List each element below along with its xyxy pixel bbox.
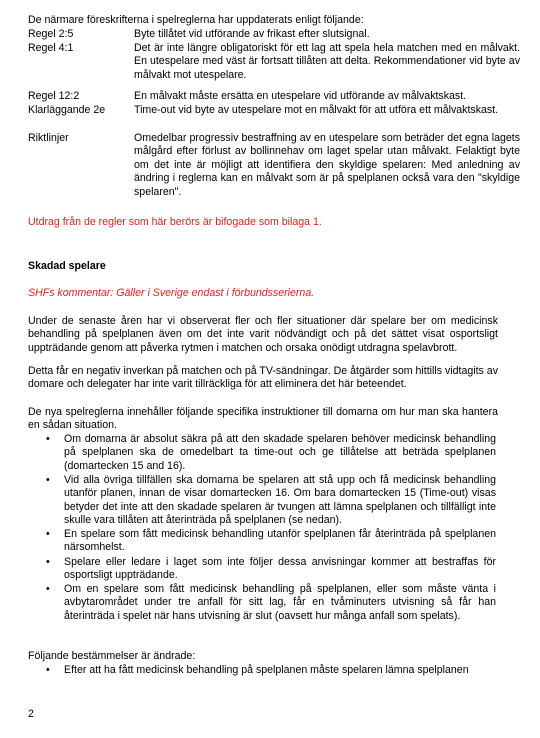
paragraph-impact: Detta får en negativ inverkan på matchen och på TV-sändningar. De åtgärder som hittills vidtagits av domare och delegater har inte varit tillräckliga för att eliminera det här beteendet. — [28, 365, 498, 391]
list-item-text: Spelare eller ledare i laget som inte följer dessa anvisningar kommer att bestraffas för osportsligt uppträdande. — [64, 556, 496, 582]
bullet-mark: • — [46, 664, 50, 676]
list-item-text: Om domarna är absolut säkra på att den skadade spelaren behöver medicinsk behandling på spelplanen ska de omedelbart ta time-out och ge tillåtelse att beträda spelplanen (domartecken 15 and 16). — [64, 433, 496, 472]
section-title: Skadad spelare — [28, 260, 106, 272]
rule-text: Byte tillåtet vid utförande av frikast efter slutsignal. — [134, 28, 370, 40]
rule-text: Omedelbar progressiv bestraffning av en utespelare som beträder det egna lagets målgård efter förlust av bollinnehav om laget spelar utan målvakt. Felaktigt byte om det inte är möjligt att identifiera den skyldige spelaren: Med anledning av ändring i reglerna kan en målvakt som är på spelplanen också vara den "skyldige spelaren". — [134, 132, 520, 198]
rule-label: Regel 2:5 — [28, 28, 74, 40]
rule-label: Riktlinjer — [28, 132, 69, 144]
rule-label: Regel 12:2 — [28, 90, 80, 102]
rule-label: Regel 4:1 — [28, 42, 74, 54]
paragraph-observations: Under de senaste åren har vi observerat fler och fler situationer där spelare ber om medicinsk behandling på spelplanen även om det inte varit nödvändigt och på det sättet visat osportsligt uppträdande genom att påverka rytmen i matchen och orsaka onödigt utdragna spelavbrott. — [28, 315, 498, 354]
changes-intro: Följande bestämmelser är ändrade: — [28, 650, 196, 662]
bullet-mark: • — [46, 556, 50, 568]
list-item-text: Om en spelare som fått medicinsk behandling på spelplanen, eller som måste vänta i avbytarområdet under tre anfall för sitt lag, får en tvåminuters utvisning så får han återinträda i spelet när hans utvisning är slut (oavsett hur många anfall som spelats). — [64, 583, 496, 622]
list-item-text: Efter att ha fått medicinsk behandling på spelplanen måste spelaren lämna spelplanen — [64, 664, 469, 676]
paragraph-instructions: De nya spelreglerna innehåller följande specifika instruktioner till domarna om hur man ska hantera en sådan situation. — [28, 406, 498, 432]
bullet-mark: • — [46, 528, 50, 540]
bullet-mark: • — [46, 583, 50, 595]
intro-text: De närmare föreskrifterna i spelreglerna har uppdaterats enligt följande: — [28, 14, 364, 26]
bullet-mark: • — [46, 474, 50, 486]
shf-comment: SHFs kommentar: Gäller i Sverige endast i förbundsserierna. — [28, 287, 315, 299]
bullet-mark: • — [46, 433, 50, 445]
rule-label: Klarläggande 2e — [28, 104, 106, 116]
list-item-text: En spelare som fått medicinsk behandling utanför spelplanen får återinträda på spelplanen närsomhelst. — [64, 528, 496, 554]
appendix-note: Utdrag från de regler som här berörs är bifogade som bilaga 1. — [28, 216, 322, 228]
rule-text: En målvakt måste ersätta en utespelare vid utförande av målvaktskast. — [134, 90, 467, 102]
rule-text: Det är inte längre obligatoriskt för ett lag att spela hela matchen med en målvakt. En utespelare med väst är fortsatt tillåten att delta. Rekommendationer vid byte av målvakt mot utespelare. — [134, 42, 520, 81]
page-number: 2 — [28, 708, 34, 720]
list-item-text: Vid alla övriga tillfällen ska domarna be spelaren att stå upp och få medicinsk behandling utanför planen, innan de visar domartecken 16. Om bara domartecken 15 (Time-out) visas betyder det inte att den skadade spelaren är tvungen att lämna spelplanen och tillfälligt inte skulle vara tillåten att återinträda på spelplanen (se nedan). — [64, 474, 496, 527]
rule-text: Time-out vid byte av utespelare mot en målvakt för att utföra ett målvaktskast. — [134, 104, 499, 116]
